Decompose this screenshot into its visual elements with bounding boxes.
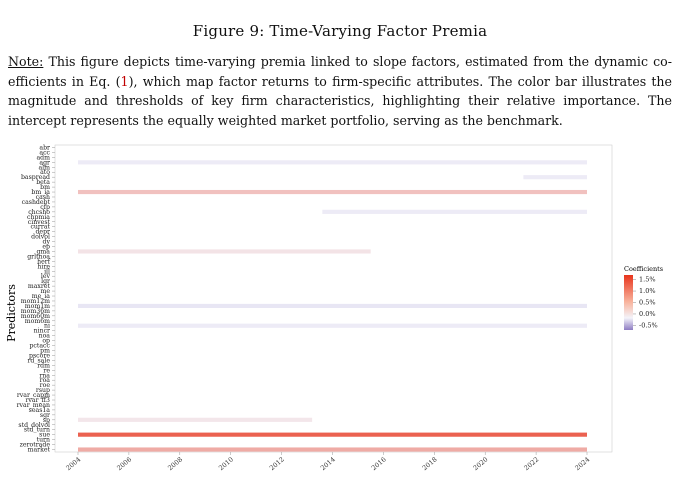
predictor-label: gma <box>36 248 50 256</box>
predictor-label: rdm <box>37 362 50 370</box>
heat-cell-market <box>78 447 587 451</box>
year-label: 2008 <box>166 455 185 473</box>
predictor-label: dolvol <box>31 233 50 241</box>
color-legend <box>624 265 663 330</box>
legend-label: -0.5% <box>639 321 658 330</box>
predictor-label: mom12m <box>20 297 50 305</box>
predictor-label: herf <box>37 258 50 266</box>
predictor-label: chpmia <box>27 213 50 221</box>
factor-premia-heatmap <box>0 138 680 483</box>
year-label: 2020 <box>471 455 490 473</box>
predictor-label: baspread <box>20 174 50 182</box>
year-label: 2022 <box>522 455 541 473</box>
predictor-label: beta <box>36 179 50 187</box>
predictor-label: lev <box>40 273 50 281</box>
note-text-part2: ), which map factor returns to firm-specific attributes. The color bar illustrates the magnitude and thresholds of key firm characteristics, highlighting their relative importance. The intercept represents the equally weighted market portfolio, serving as the benchmark. <box>8 73 672 128</box>
predictor-label: cashdebt <box>21 198 50 206</box>
predictor-label: sgr <box>39 411 50 419</box>
plot-panel <box>55 145 612 452</box>
year-label: 2018 <box>420 455 439 473</box>
predictor-label: me <box>40 288 50 296</box>
predictor-label: std_turn <box>23 426 50 434</box>
legend-label: 0.0% <box>639 309 656 318</box>
year-label: 2024 <box>573 455 592 473</box>
predictor-label: nincr <box>33 327 50 335</box>
predictor-axis-labels <box>17 144 55 453</box>
legend-colorbar <box>624 275 633 330</box>
predictor-label: rvar_capm <box>16 392 50 400</box>
heat-cell-bm-ia <box>78 190 587 194</box>
legend-tick-labels <box>633 276 658 330</box>
predictor-label: bm_ia <box>31 189 50 197</box>
heat-cell-ni <box>78 324 587 328</box>
year-axis-labels <box>64 452 591 472</box>
predictor-label: turn <box>36 436 50 444</box>
predictor-label: mom6m <box>24 317 50 325</box>
figure-note <box>8 52 672 130</box>
predictor-label: hire <box>37 263 50 271</box>
predictor-label: rd_sale <box>27 357 50 365</box>
predictor-label: std_dolvol <box>18 421 50 429</box>
predictor-label: cash <box>35 193 50 201</box>
predictor-label: currat <box>30 223 50 231</box>
predictor-label: adm <box>36 154 50 162</box>
predictor-label: rna <box>39 372 50 380</box>
figure-title: Figure 9: Time-Varying Factor Premia <box>192 22 488 40</box>
predictor-label: re <box>43 367 50 375</box>
predictor-label: rsup <box>35 387 50 395</box>
heat-cell-chcsho <box>322 210 587 214</box>
year-label: 2014 <box>318 455 337 473</box>
predictor-label: ni <box>44 322 50 330</box>
predictor-label: dy <box>42 238 50 246</box>
predictor-label: mom36m <box>20 307 50 315</box>
predictor-label: depr <box>35 228 50 236</box>
heat-cell-agr <box>78 160 587 164</box>
predictor-label: noa <box>38 332 50 340</box>
predictor-label: zerotrade <box>19 441 50 449</box>
predictor-label: pm <box>40 347 50 355</box>
predictor-label: lgr <box>41 278 50 286</box>
heat-cell-gma <box>78 249 371 253</box>
heat-cell-sue <box>78 433 587 437</box>
predictor-label: pctacc <box>29 342 50 350</box>
legend-title: Coefficients <box>624 265 664 273</box>
predictor-label: chcsho <box>28 208 50 216</box>
predictor-label: bm <box>40 184 50 192</box>
predictor-label: alm <box>38 164 50 172</box>
predictor-label: grltnoa <box>27 253 50 261</box>
predictor-label: seas1a <box>28 406 50 414</box>
predictor-label: sp <box>42 416 50 424</box>
heat-cell-mom1m <box>78 304 587 308</box>
y-axis-title: Predictors <box>5 284 18 342</box>
legend-label: 1.0% <box>639 287 656 296</box>
legend-label: 0.5% <box>639 298 656 307</box>
predictor-label: ato <box>40 169 50 177</box>
predictor-label: maxret <box>27 283 50 291</box>
predictor-label: mom60m <box>20 312 50 320</box>
predictor-label: roe <box>39 382 50 390</box>
year-label: 2012 <box>268 455 286 473</box>
predictor-label: cfp <box>40 203 50 211</box>
predictor-label: agr <box>39 159 50 167</box>
predictor-label: pscore <box>29 352 50 360</box>
predictor-label: sue <box>39 431 50 439</box>
predictor-label: rvar_mean <box>16 401 50 409</box>
note-text-part1: This figure depicts time-varying premia linked to slope factors, estimated from the dynamic co-efficients in Eq. ( <box>8 54 672 89</box>
predictor-label: ep <box>42 243 50 251</box>
predictor-label: op <box>42 337 50 345</box>
predictor-label: rvar_ff3 <box>25 397 50 405</box>
predictor-label: acc <box>39 149 50 157</box>
equation-reference-link[interactable]: 1 <box>120 73 129 89</box>
year-label: 2006 <box>115 455 134 473</box>
predictor-label: mom1m <box>24 302 50 310</box>
heat-cell-baspread <box>523 175 587 179</box>
year-label: 2010 <box>217 455 235 473</box>
year-label: 2004 <box>64 455 83 473</box>
predictor-label: abr <box>39 144 50 152</box>
predictor-label: market <box>27 446 50 454</box>
predictor-label: cinvest <box>27 218 50 226</box>
note-label: Note: <box>8 54 44 69</box>
predictor-label: roa <box>39 377 50 385</box>
heat-cell-sp <box>78 418 312 422</box>
legend-label: 1.5% <box>639 275 656 284</box>
predictor-label: me_ia <box>31 293 50 301</box>
predictor-label: ill <box>44 268 50 276</box>
year-label: 2016 <box>369 455 388 473</box>
